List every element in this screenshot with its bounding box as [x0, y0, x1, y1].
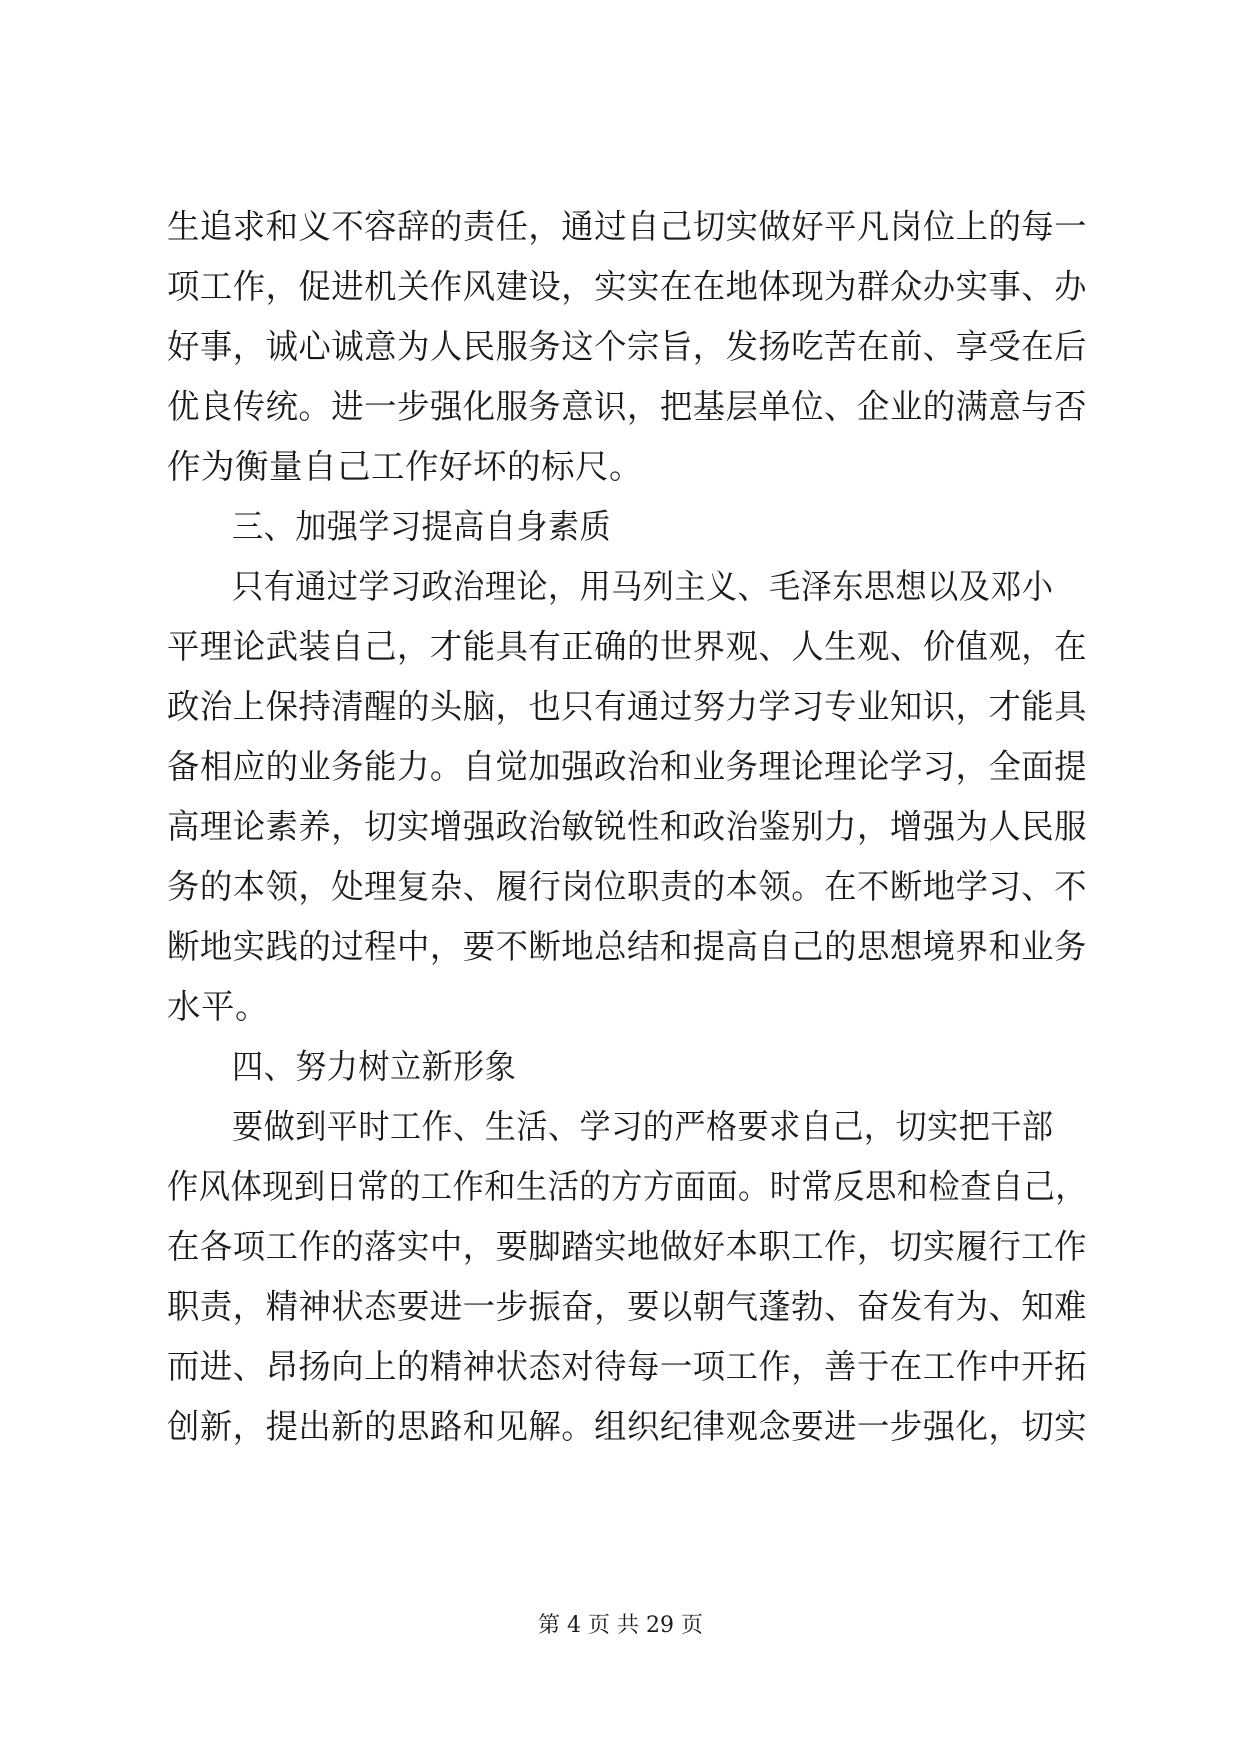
text-line: 创新，提出新的思路和见解。组织纪律观念要进一步强化，切实 — [167, 1407, 1088, 1446]
text-line: 在各项工作的落实中，要脚踏实地做好本职工作，切实履行工作 — [167, 1227, 1088, 1266]
text-line: 作为衡量自己工作好坏的标尺。 — [167, 447, 643, 486]
text-line: 职责，精神状态要进一步振奋，要以朝气蓬勃、奋发有为、知难 — [167, 1287, 1088, 1326]
section-heading: 三、加强学习提高自身素质 — [232, 507, 612, 546]
text-line: 好事，诚心诚意为人民服务这个宗旨，发扬吃苦在前、享受在后 — [167, 327, 1088, 366]
text-line: 水平。 — [167, 987, 269, 1026]
page-number-footer: 第 4 页 共 29 页 — [538, 1613, 703, 1638]
text-line: 作风体现到日常的工作和生活的方方面面。时常反思和检查自己， — [167, 1167, 1088, 1206]
text-line: 务的本领，处理复杂、履行岗位职责的本领。在不断地学习、不 — [167, 867, 1088, 906]
text-line: 备相应的业务能力。自觉加强政治和业务理论理论学习，全面提 — [167, 747, 1088, 786]
text-line: 断地实践的过程中，要不断地总结和提高自己的思想境界和业务 — [167, 927, 1088, 966]
text-line: 项工作，促进机关作风建设，实实在在地体现为群众办实事、办 — [167, 267, 1088, 306]
text-line: 高理论素养，切实增强政治敏锐性和政治鉴别力，增强为人民服 — [167, 807, 1088, 846]
section-heading: 四、努力树立新形象 — [232, 1047, 517, 1086]
text-line: 优良传统。进一步强化服务意识，把基层单位、企业的满意与否 — [167, 387, 1088, 426]
text-line: 只有通过学习政治理论，用马列主义、毛泽东思想以及邓小 — [232, 567, 1054, 606]
text-line: 生追求和义不容辞的责任，通过自己切实做好平凡岗位上的每一 — [167, 207, 1088, 246]
text-line: 而进、昂扬向上的精神状态对待每一项工作，善于在工作中开拓 — [167, 1347, 1088, 1386]
text-line: 平理论武装自己，才能具有正确的世界观、人生观、价值观，在 — [167, 627, 1088, 666]
text-line: 政治上保持清醒的头脑，也只有通过努力学习专业知识，才能具 — [167, 687, 1088, 726]
text-line: 要做到平时工作、生活、学习的严格要求自己，切实把干部 — [232, 1107, 1054, 1146]
